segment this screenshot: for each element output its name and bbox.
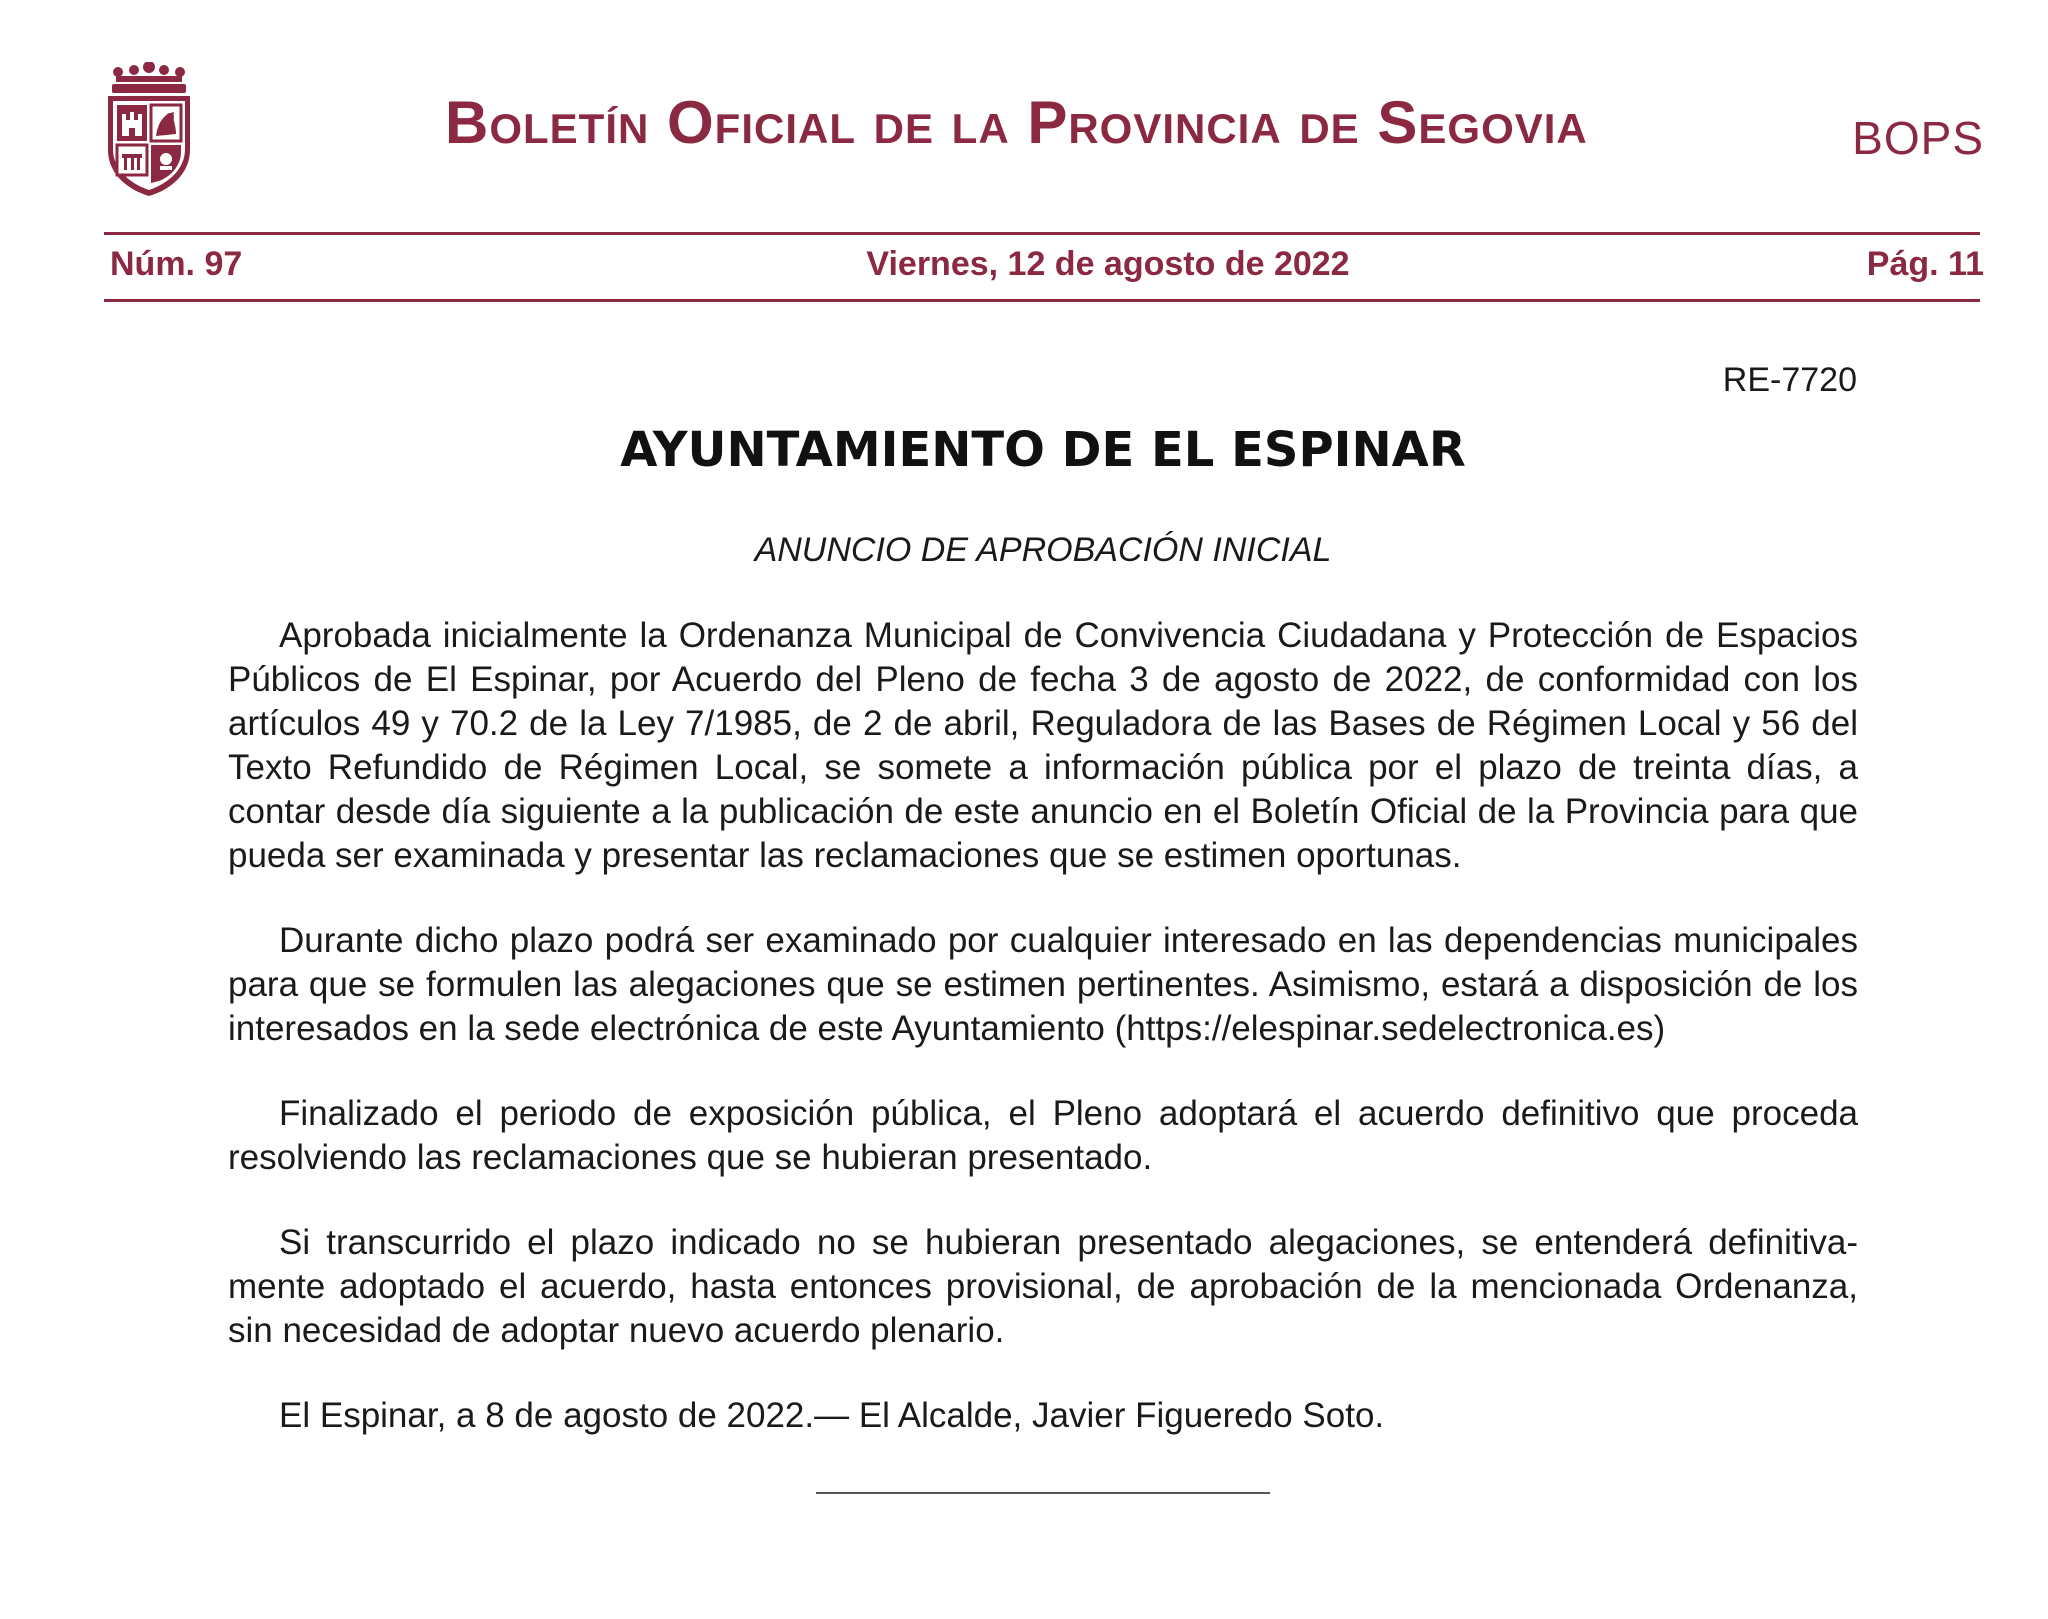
- paragraph: Finalizado el periodo de exposición pública, el Pleno adoptará el acuerdo definitivo que proceda resolviendo las reclamaciones que se hubieran presentado.: [228, 1094, 1858, 1177]
- header-divider-bottom: [104, 299, 1980, 302]
- issue-number: Núm. 97: [110, 245, 243, 283]
- bulletin-abbreviation: BOPS: [1852, 112, 1984, 164]
- paragraph: Durante dicho plazo podrá ser examinado por cualquier interesado en las dependencias municipales para que se formulen las alegaciones que se estimen pertinentes. Asimismo, estará a disposición de los interesados en la sede electrónica de este Ayuntamiento (https://elespinar.sedelectronica.es): [228, 921, 1858, 1048]
- notice-body: [228, 614, 1858, 1479]
- paragraph: Si transcurrido el plazo indicado no se hubieran presentado alegaciones, se entenderá definitivamente adoptado el acuerdo, hasta entonces provisional, de aprobación de la mencionada Ordenanza, sin necesidad de adoptar nuevo acuerdo plenario.: [228, 1223, 1858, 1350]
- notice-title: ANUNCIO DE APROBACIÓN INICIAL: [754, 531, 1332, 569]
- bulletin-title: Boletín Oficial de la Provincia de Segovia: [445, 89, 1588, 156]
- page-number: Pág. 11: [1866, 245, 1984, 283]
- entity-heading: AYUNTAMIENTO DE EL ESPINAR: [620, 422, 1466, 478]
- signature-line: El Espinar, a 8 de agosto de 2022.— El Alcalde, Javier Figueredo Soto.: [279, 1396, 1385, 1435]
- reference-code: RE-7720: [1722, 361, 1857, 399]
- coat-of-arms-icon: [104, 62, 194, 198]
- issue-date: Viernes, 12 de agosto de 2022: [866, 245, 1350, 283]
- paragraph: Aprobada inicialmente la Ordenanza Municipal de Convivencia Ciudadana y Protección de Espacios Públicos de El Espinar, por Acuerdo del Pleno de fecha 3 de agosto de 2022, de conformidad con los artículos 49 y 70.2 de la Ley 7/1985, de 2 de abril, Reguladora de las Bases de Régimen Local y 56 del Texto Refundido de Régimen Local, se somete a información pública por el plazo de treinta días, a contar desde día siguiente a la publicación de este anuncio en el Boletín Oficial de la Provincia para que pueda ser examinada y presentar las reclamaciones que se estimen oportunas.: [228, 616, 1858, 875]
- header-divider-top: [104, 232, 1980, 235]
- end-divider: [816, 1492, 1270, 1494]
